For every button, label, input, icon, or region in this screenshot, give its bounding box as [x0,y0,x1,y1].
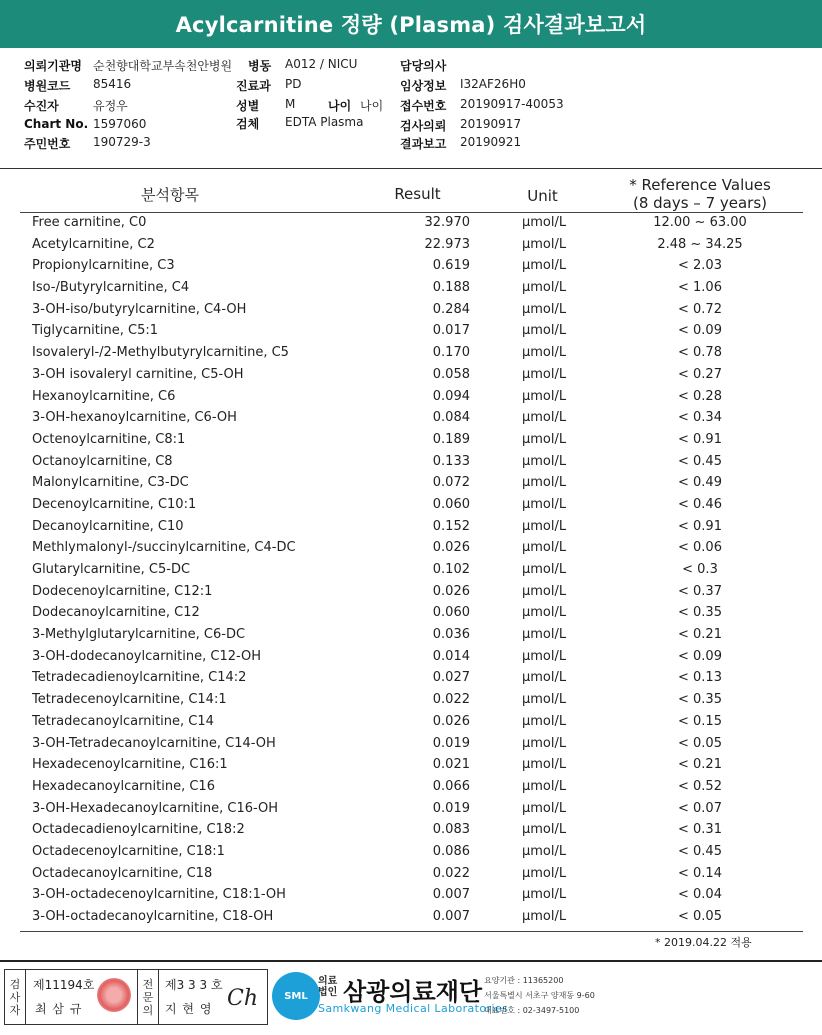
row-reference: < 0.07 [678,800,722,816]
results-table [0,212,822,928]
table-row [0,819,822,841]
table-row [0,841,822,863]
row-result: 0.026 [432,540,470,556]
table-row [0,646,822,668]
divider [0,960,822,962]
specialist-label: 전문의 [137,970,159,1024]
request-label: 검사의뢰 [400,119,447,133]
row-result: 0.619 [432,258,470,274]
specimen-value: EDTA Plasma [285,115,364,129]
row-name: Hexanoylcarnitine, C6 [32,388,176,404]
row-unit: μmol/L [521,562,567,577]
sex-label: 성별 [236,99,260,113]
specialist-license: 제3 3 3 호 [165,978,223,992]
ward-label: 병동 [248,59,272,73]
row-result: 0.021 [432,757,470,773]
row-name: Dodecenoylcarnitine, C12:1 [32,583,213,599]
row-reference: < 0.05 [678,735,722,751]
row-result: 0.086 [432,843,470,859]
row-reference: < 0.45 [678,453,722,469]
table-row [0,667,822,689]
institution-value: 순천향대학교부속천안병원 [93,59,233,73]
row-unit: μmol/L [521,822,567,838]
clinical-info-value: I32AF26H0 [460,77,526,91]
brand-small-text: 의료법인 [318,976,338,998]
row-unit: μmol/L [521,323,567,339]
institution-label: 의뢰기관명 [24,59,82,73]
row-unit: μmol/L [521,410,567,426]
row-reference: < 0.72 [678,301,722,317]
row-result: 0.189 [432,431,470,447]
row-reference: < 0.09 [678,323,722,339]
row-name: 3-Methylglutarylcarnitine, C6-DC [32,627,246,643]
row-reference: < 0.91 [678,431,722,447]
row-reference: < 0.35 [678,692,722,708]
official-stamp [97,978,131,1012]
row-name: Tetradecenoylcarnitine, C14:1 [32,692,227,708]
row-name: Octenoylcarnitine, C8:1 [32,431,186,447]
address: 서울특별시 서초구 양재동 9-60 [484,991,595,1000]
row-name: Methlymalonyl-/succinylcarnitine, C4-DC [32,540,296,556]
table-row [0,299,822,321]
row-reference: 2.48 ~ 34.25 [657,236,743,252]
table-row [0,320,822,342]
row-unit: μmol/L [521,692,567,708]
row-result: 22.973 [424,236,470,252]
chart-value: 1597060 [93,117,147,131]
table-row [0,472,822,494]
row-reference: < 0.34 [678,410,722,426]
row-name: Octadecenoylcarnitine, C18:1 [32,843,225,859]
header-reference-line1: * Reference Values [629,176,771,194]
row-result: 0.188 [432,280,470,296]
row-result: 0.026 [432,583,470,599]
table-row [0,407,822,429]
patient-value: 유정우 [93,99,128,113]
divider [0,168,822,169]
row-result: 0.019 [432,800,470,816]
row-result: 0.022 [432,865,470,881]
row-unit: μmol/L [521,540,567,556]
row-unit: μmol/L [521,627,567,643]
table-row [0,906,822,928]
row-result: 0.058 [432,366,470,382]
handwritten-signature: Ch [227,986,259,1011]
tester-license: 제11194호 [33,978,95,992]
row-name: Acetylcarnitine, C2 [32,236,155,252]
row-name: Hexadecanoylcarnitine, C16 [32,778,215,794]
table-row [0,863,822,885]
header-reference [610,176,790,212]
row-reference: < 2.03 [678,258,722,274]
sml-logo: SML [272,972,320,1020]
row-unit: μmol/L [521,388,567,404]
table-row [0,884,822,906]
row-unit: μmol/L [521,778,567,794]
table-row [0,559,822,581]
row-name: 3-OH-Hexadecanoylcarnitine, C16-OH [32,800,279,816]
department-value: PD [285,77,302,91]
doctor-label: 담당의사 [400,59,447,73]
row-result: 0.066 [432,778,470,794]
row-result: 0.133 [432,453,470,469]
row-name: 3-OH-octadecanoylcarnitine, C18-OH [32,909,274,924]
table-row [0,689,822,711]
header-result: Result [394,185,441,203]
row-unit: μmol/L [521,757,567,773]
age-label: 나이 [328,99,352,113]
phone: 대표번호 : 02-3497-5100 [484,1006,580,1015]
table-row [0,776,822,798]
table-row [0,451,822,473]
row-reference: < 0.78 [678,345,722,361]
row-unit: μmol/L [521,583,567,599]
row-name: 3-OH-hexanoylcarnitine, C6-OH [32,410,237,426]
row-unit: μmol/L [521,236,567,252]
signature-block [4,969,268,1025]
table-row [0,798,822,820]
row-reference: < 0.13 [678,670,722,686]
row-name: Decanoylcarnitine, C10 [32,518,184,534]
row-name: Dodecanoylcarnitine, C12 [32,605,200,621]
row-result: 0.026 [432,713,470,729]
row-result: 0.019 [432,735,470,751]
row-name: Glutarylcarnitine, C5-DC [32,562,191,577]
row-result: 0.094 [432,388,470,404]
row-reference: < 0.28 [678,388,722,404]
row-reference: < 0.04 [678,887,722,903]
report-title: Acylcarnitine 정량 (Plasma) 검사결과보고서 [0,0,822,48]
header-unit: Unit [527,187,558,205]
row-result: 0.007 [432,909,470,924]
row-name: Free carnitine, C0 [32,215,147,230]
row-result: 0.027 [432,670,470,686]
row-name: 3-OH-dodecanoylcarnitine, C12-OH [32,648,262,664]
row-reference: < 0.15 [678,713,722,729]
specialist-name: 지 현 영 [165,1002,213,1016]
row-reference: < 0.09 [678,648,722,664]
header-item: 분석항목 [141,186,199,204]
table-row [0,277,822,299]
hospital-code-label: 병원코드 [24,79,71,93]
table-row [0,711,822,733]
brand-english: Samkwang Medical Laboratories [318,1002,509,1015]
row-name: Tetradecanoylcarnitine, C14 [32,713,214,729]
tester-name: 최 삼 규 [35,1002,83,1016]
row-unit: μmol/L [521,215,567,230]
row-reference: < 1.06 [678,280,722,296]
row-unit: μmol/L [521,431,567,447]
reference-footnote: * 2019.04.22 적용 [655,936,752,949]
table-row [0,516,822,538]
row-reference: < 0.14 [678,865,722,881]
row-name: Iso-/Butyrylcarnitine, C4 [32,280,190,296]
table-row [0,212,822,234]
report-date-value: 20190921 [460,135,522,149]
divider [20,931,803,932]
row-reference: < 0.46 [678,496,722,512]
tester-label: 검사자 [5,970,26,1024]
row-unit: μmol/L [521,366,567,382]
patient-label: 수진자 [24,99,59,113]
ward-value: A012 / NICU [285,57,358,71]
row-reference: < 0.31 [678,822,722,838]
sex-value: M [285,97,296,111]
row-name: Octadecanoylcarnitine, C18 [32,865,213,881]
row-unit: μmol/L [521,800,567,816]
row-result: 0.060 [432,605,470,621]
row-reference: < 0.27 [678,366,722,382]
row-result: 0.084 [432,410,470,426]
patient-info [0,53,822,153]
brand-name: 삼광의료재단 [343,978,483,1006]
table-row [0,234,822,256]
row-name: Malonylcarnitine, C3-DC [32,475,189,491]
row-reference: < 0.06 [678,540,722,556]
row-reference: 12.00 ~ 63.00 [653,215,747,230]
header-reference-line2: (8 days – 7 years) [632,194,768,212]
row-result: 0.017 [432,323,470,339]
row-unit: μmol/L [521,453,567,469]
row-name: Isovaleryl-/2-Methylbutyrylcarnitine, C5 [32,345,289,361]
specimen-label: 검체 [236,117,260,131]
row-unit: μmol/L [521,887,567,903]
row-result: 0.152 [432,518,470,534]
table-row [0,342,822,364]
row-result: 0.036 [432,627,470,643]
row-reference: < 0.37 [678,583,722,599]
row-result: 0.170 [432,345,470,361]
id-value: 190729-3 [93,135,151,149]
row-reference: < 0.91 [678,518,722,534]
row-name: Decenoylcarnitine, C10:1 [32,496,197,512]
row-unit: μmol/L [521,475,567,491]
row-name: Tiglycarnitine, C5:1 [32,323,159,339]
row-name: Propionylcarnitine, C3 [32,258,175,274]
row-name: Tetradecadienoylcarnitine, C14:2 [32,670,247,686]
table-row [0,537,822,559]
id-label: 주민번호 [24,137,71,151]
row-result: 32.970 [424,215,470,230]
row-unit: μmol/L [521,496,567,512]
row-result: 0.072 [432,475,470,491]
row-name: Octadecadienoylcarnitine, C18:2 [32,822,245,838]
row-unit: μmol/L [521,518,567,534]
row-reference: < 0.45 [678,843,722,859]
table-row [0,602,822,624]
row-unit: μmol/L [521,301,567,317]
table-row [0,494,822,516]
row-unit: μmol/L [521,735,567,751]
row-result: 0.284 [432,301,470,317]
clinical-info-label: 임상정보 [400,79,447,93]
row-name: 3-OH-octadecenoylcarnitine, C18:1-OH [32,887,286,903]
report-date-label: 결과보고 [400,137,447,151]
row-name: Octanoylcarnitine, C8 [32,453,173,469]
row-unit: μmol/L [521,345,567,361]
row-name: 3-OH isovaleryl carnitine, C5-OH [32,366,244,382]
receipt-value: 20190917-40053 [460,97,564,111]
hospital-code-value: 85416 [93,77,132,91]
row-name: 3-OH-Tetradecanoylcarnitine, C14-OH [32,735,276,751]
department-label: 진료과 [236,79,271,93]
chart-label: Chart No. [24,117,89,131]
row-unit: μmol/L [521,909,567,924]
table-row [0,581,822,603]
age-value: 나이 [360,99,384,113]
row-reference: < 0.3 [682,562,718,577]
row-result: 0.007 [432,887,470,903]
row-unit: μmol/L [521,258,567,274]
row-reference: < 0.52 [678,778,722,794]
table-row [0,733,822,755]
row-reference: < 0.49 [678,475,722,491]
row-name: 3-OH-iso/butyrylcarnitine, C4-OH [32,301,247,317]
row-result: 0.022 [432,692,470,708]
row-unit: μmol/L [521,713,567,729]
row-unit: μmol/L [521,670,567,686]
row-unit: μmol/L [521,843,567,859]
request-value: 20190917 [460,117,522,131]
row-unit: μmol/L [521,605,567,621]
row-reference: < 0.05 [678,909,722,924]
receipt-label: 접수번호 [400,99,447,113]
table-row [0,364,822,386]
row-reference: < 0.21 [678,627,722,643]
table-row [0,386,822,408]
row-result: 0.060 [432,496,470,512]
row-unit: μmol/L [521,865,567,881]
table-row [0,624,822,646]
row-result: 0.083 [432,822,470,838]
row-result: 0.102 [432,562,470,577]
row-result: 0.014 [432,648,470,664]
table-row [0,754,822,776]
table-row [0,429,822,451]
row-reference: < 0.35 [678,605,722,621]
row-unit: μmol/L [521,648,567,664]
institution-code: 요양기관 : 11365200 [484,976,564,985]
row-name: Hexadecenoylcarnitine, C16:1 [32,757,228,773]
table-row [0,255,822,277]
row-unit: μmol/L [521,280,567,296]
row-reference: < 0.21 [678,757,722,773]
